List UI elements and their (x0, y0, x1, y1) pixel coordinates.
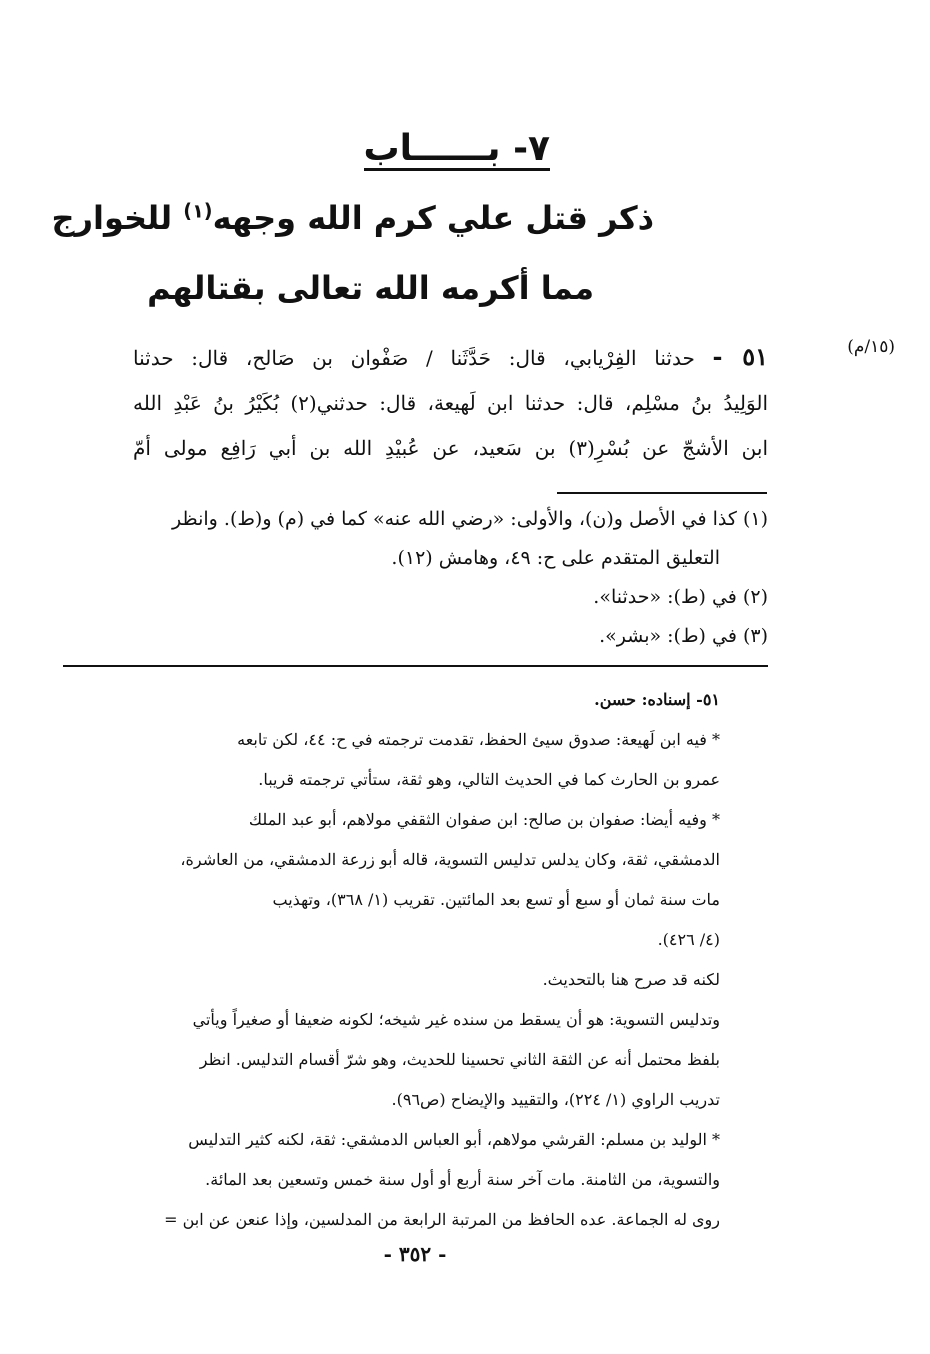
page-number: - ٣٥٢ - (383, 1242, 447, 1266)
commentary-line: * فيه ابن لَهيعة: صدوق سيئ الحفظ، تقدمت ترجمته في ح: ٤٤، لكن تابعه (237, 730, 720, 749)
hadith-line-3: ابن الأشجّ عن بُسْرِ(٣) بن سَعيد، عن عُبيْدِ الله بن أبي رَافِع مولى أمّ (133, 436, 768, 460)
hadith-line-1-text: حدثنا الفِرْيابي، قال: حَدَّثَنا / صَفْوان بن صَالح، قال: حدثنا (133, 346, 695, 370)
commentary-line: تدريب الراوي (١/ ٢٢٤)، والتقييد والإيضاح (ص٩٦). (391, 1090, 720, 1109)
commentary-line: وتدليس التسوية: هو أن يسقط من سنده غير شيخه؛ لكونه ضعيفا أو صغيراً ويأتي (192, 1010, 720, 1029)
editor-commentary (65, 680, 720, 1240)
commentary-line: عمرو بن الحارث كما في الحديث التالي، وهو ثقة، ستأتي ترجمته قريبا. (258, 770, 720, 789)
footnotes (68, 500, 768, 656)
footnote-1: (١) كذا في الأصل و(ن)، والأولى: «رضي الله عنه» كما في (م) و(ط). وانظر (172, 508, 768, 530)
commentary-line: والتسوية، من الثامنة. مات آخر سنة أربع أو أول سنة خمس وتسعين بعد المائة. (205, 1170, 720, 1189)
commentary-line: لكنه قد صرح هنا بالتحديث. (542, 970, 720, 989)
chapter-heading: ٧- بــــــاب (364, 125, 551, 173)
commentary-divider (63, 665, 768, 667)
commentary-line: * الوليد بن مسلم: القرشي مولاهم، أبو العباس الدمشقي: ثقة، لكنه كثير التدليس (188, 1130, 720, 1149)
hadith-text (133, 334, 768, 471)
footnote-1-continued: التعليق المتقدم على ح: ٤٩، وهامش (١٢). (391, 547, 720, 569)
hadith-line-1 (133, 334, 768, 381)
footnote-3: (٣) في (ط): «بشر». (599, 625, 768, 647)
commentary-line: الدمشقي، ثقة، وكان يدلس تدليس التسوية، قاله أبو زرعة الدمشقي، من العاشرة، (180, 850, 720, 869)
commentary-line: بلفظ محتمل أنه عن الثقة الثاني تحسينا للحديث، وهو شرّ أقسام التدليس. انظر (199, 1050, 720, 1069)
chapter-title-text-end: للخوارج (51, 199, 184, 237)
footnote-divider (557, 492, 767, 494)
chapter-title-line-1 (52, 193, 655, 243)
hadith-line-2: الوَلِيدُ بنُ مسْلِم، قال: حدثنا ابن لَهيعة، قال: حدثني(٢) بُكَيْرُ بنُ عَبْدِ الله (133, 391, 768, 415)
footnote-ref-1: (١) (183, 199, 213, 223)
commentary-line: روى له الجماعة. عده الحافظ من المرتبة الرابعة من المدلسين، وإذا عنعن عن ابن = (164, 1210, 720, 1229)
margin-manuscript-note: (١٥/م) (847, 337, 895, 357)
chapter-title-line-2: مما أكرمه الله تعالى بقتالهم (147, 269, 594, 307)
commentary-line: ٥١- إسناده: حسن. (594, 690, 720, 709)
chapter-title-text: ذكر قتل علي كرم الله وجهه (212, 199, 654, 237)
commentary-line: * وفيه أيضا: صفوان بن صالح: ابن صفوان الثقفي مولاهم، أبو عبد الملك (248, 810, 720, 829)
hadith-number: ٥١ - (712, 342, 768, 371)
commentary-line: مات سنة ثمان أو سبع أو تسع بعد المائتين. تقريب (١/ ٣٦٨)، وتهذيب (272, 890, 720, 909)
commentary-line: (٤/ ٤٢٦). (657, 930, 720, 949)
footnote-2: (٢) في (ط): «حدثنا». (593, 586, 768, 608)
